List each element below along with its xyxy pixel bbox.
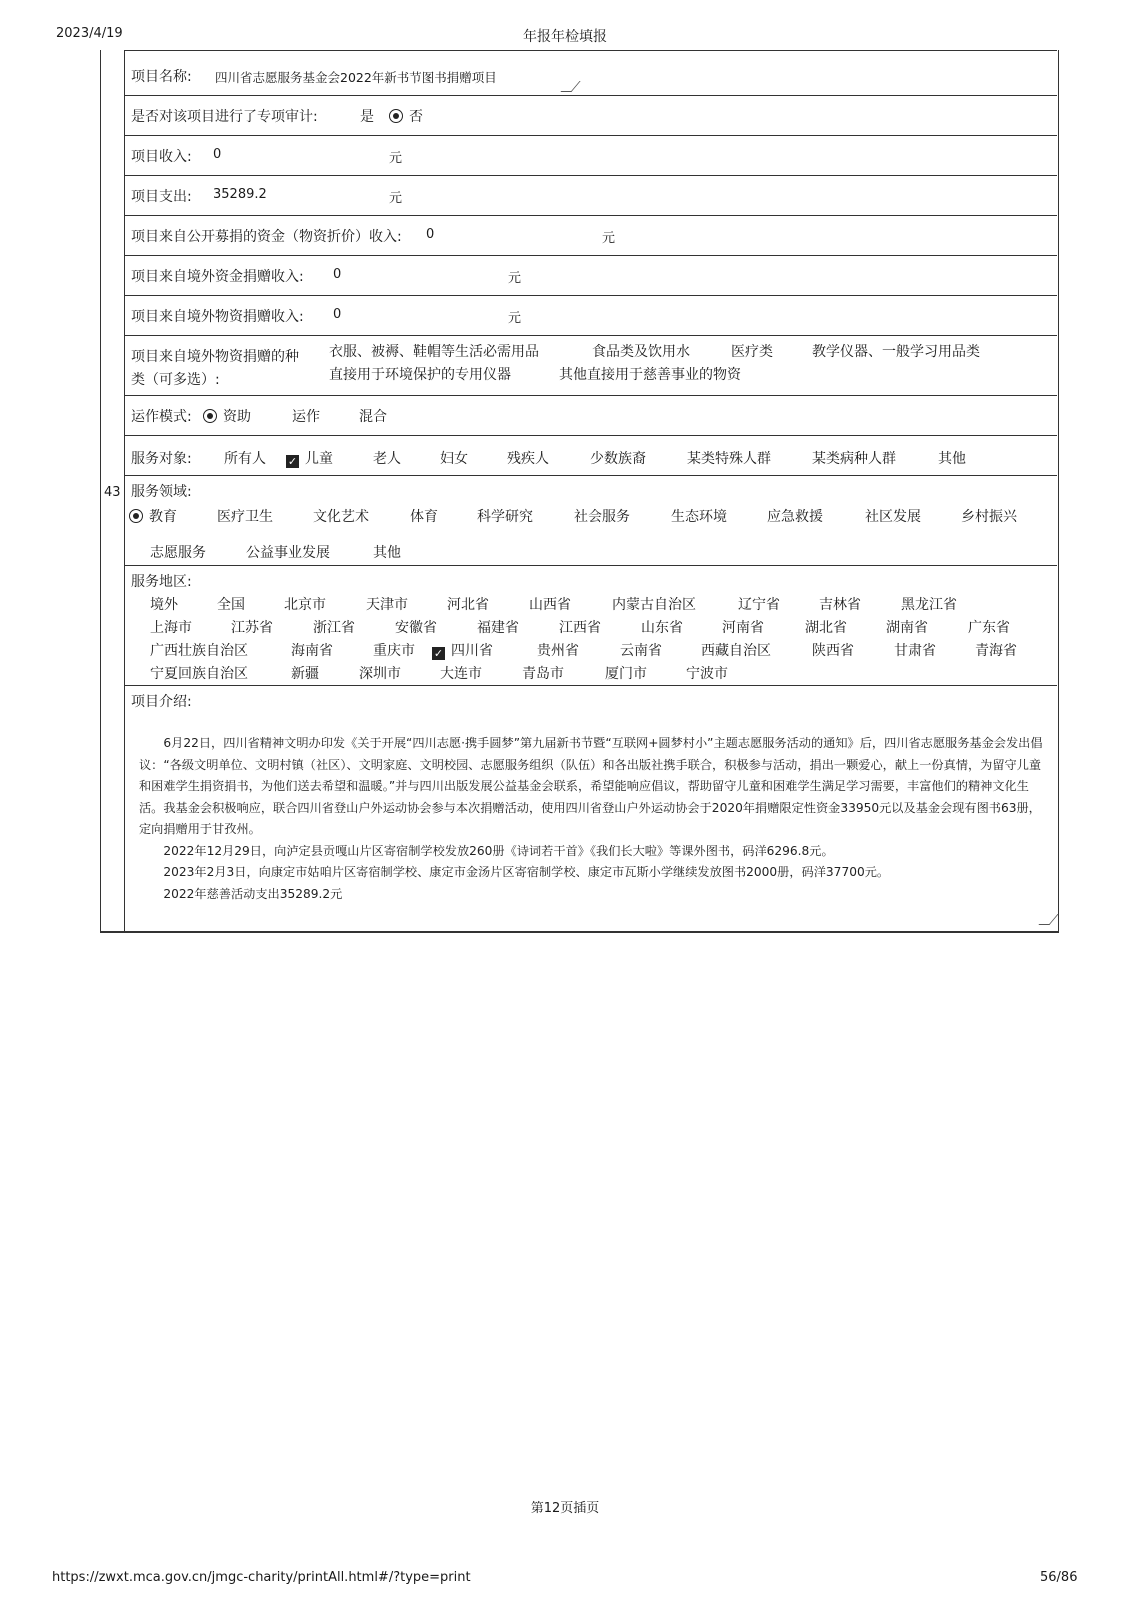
service-field-option[interactable]: 体育 (410, 509, 438, 525)
region-option[interactable]: 河北省 (447, 597, 489, 613)
intro-line: 2022年12月29日，向泸定县贡嘎山片区寄宿制学校发放260册《诗词若干首》《我们长大啦》等课外图书，码洋6296.8元。 (163, 843, 834, 858)
region-option[interactable]: 深圳市 (359, 666, 401, 682)
region-option[interactable]: 广西壮族自治区 (150, 643, 248, 659)
service-fields-row (125, 475, 1057, 566)
service-target-option[interactable]: 某类病种人群 (812, 451, 896, 467)
intro-paragraph: 6月22日，四川省精神文明办印发《关于开展“四川志愿·携手圆梦”第九届新书节暨“互联网+圆梦村小”主题志愿服务活动的通知》后，四川省志愿服务基金会发出倡议：“各级文明单位、文明村镇（社区）、文明家庭、文明校园、志愿服务组织（队伍）和各出版社携手联合，积极参与活动，捐出一颗爱心，献上一份真情，为留守儿童和困难学生捐资捐书，为他们送去希望和温暖。”并与四川出版发展公益基金会联系，希望能响应倡议，帮助留守儿童和困难学生满足学习需要，丰富他们的精神文化生活。我基金会积极响应，联合四川省登山户外运动协会参与本次捐赠活动，使用四川省登山户外运动协会于2020年捐赠限定性资金33950元以及基金会现有图书63册，定向捐赠用于甘孜州。 (139, 736, 1043, 836)
intro-label: 项目介绍: (131, 694, 192, 710)
foreign-goods-value[interactable]: 0 (333, 307, 342, 322)
region-option[interactable]: 江西省 (559, 620, 601, 636)
radio-selected-icon (389, 109, 403, 123)
service-field-option[interactable]: 公益事业发展 (246, 545, 330, 561)
region-option[interactable]: 重庆市 (373, 643, 415, 659)
region-option-sichuan[interactable]: ✓ 四川省 (433, 643, 493, 660)
service-target-option-children[interactable]: ✓ 儿童 (287, 451, 333, 468)
project-name-field[interactable]: 四川省志愿服务基金会2022年新书节图书捐赠项目 (215, 70, 497, 85)
region-option[interactable]: 湖北省 (805, 620, 847, 636)
income-value[interactable]: 0 (213, 147, 222, 162)
page-title: 年报年检填报 (523, 29, 607, 45)
region-option[interactable]: 西藏自治区 (701, 643, 771, 659)
service-target-option[interactable]: 少数族裔 (590, 451, 646, 467)
row-number: 43 (104, 485, 121, 500)
page-note: 第12页插页 (530, 1501, 600, 1516)
audit-label: 是否对该项目进行了专项审计: (131, 109, 318, 125)
region-option[interactable]: 云南省 (620, 643, 662, 659)
service-regions-label: 服务地区: (131, 574, 192, 590)
operation-mode-row (125, 395, 1057, 436)
foreign-funds-unit: 元 (508, 271, 522, 286)
region-option[interactable]: 山西省 (529, 597, 571, 613)
goods-type-option[interactable]: 直接用于环境保护的专用仪器 (329, 367, 511, 383)
service-target-option[interactable]: 妇女 (440, 451, 468, 467)
checkbox-checked-icon: ✓ (433, 647, 444, 660)
region-option[interactable]: 厦门市 (605, 666, 647, 682)
region-option[interactable]: 江苏省 (231, 620, 273, 636)
foreign-goods-row (125, 295, 1057, 336)
checkbox-checked-icon: ✓ (287, 455, 298, 468)
goods-type-option[interactable]: 其他直接用于慈善事业的物资 (559, 367, 741, 383)
region-option[interactable]: 黑龙江省 (901, 597, 957, 613)
intro-line: 2023年2月3日，向康定市姑咱片区寄宿制学校、康定市金汤片区寄宿制学校、康定市瓦斯小学继续发放图书2000册，码洋37700元。 (163, 865, 890, 879)
print-date: 2023/4/19 (56, 26, 123, 41)
region-option[interactable]: 宁波市 (686, 666, 728, 682)
project-name-row (125, 50, 1057, 96)
service-field-option[interactable]: 生态环境 (671, 509, 727, 525)
operation-mode-label: 运作模式: (131, 409, 192, 425)
region-option[interactable]: 新疆 (291, 666, 319, 682)
public-funds-unit: 元 (602, 231, 616, 246)
region-option[interactable]: 贵州省 (537, 643, 579, 659)
region-option[interactable]: 北京市 (284, 597, 326, 613)
goods-types-row (125, 335, 1057, 396)
service-field-option[interactable]: 应急救援 (767, 509, 823, 525)
expense-value[interactable]: 35289.2 (213, 187, 267, 202)
service-target-option[interactable]: 其他 (938, 451, 966, 467)
region-option[interactable]: 山东省 (641, 620, 683, 636)
income-row (125, 135, 1057, 176)
audit-no-option[interactable]: 否 (389, 106, 423, 126)
public-funds-value[interactable]: 0 (426, 227, 435, 242)
foreign-funds-label: 项目来自境外资金捐赠收入: (131, 269, 304, 285)
income-unit: 元 (389, 151, 403, 166)
region-option[interactable]: 宁夏回族自治区 (150, 666, 248, 682)
service-field-option[interactable]: 科学研究 (477, 509, 533, 525)
service-field-option[interactable]: 社会服务 (574, 509, 630, 525)
region-option[interactable]: 安徽省 (395, 620, 437, 636)
service-targets-label: 服务对象: (131, 451, 192, 467)
intro-line: 2022年慈善活动支出35289.2元 (163, 886, 343, 901)
region-option[interactable]: 吉林省 (819, 597, 861, 613)
project-name-label: 项目名称: (131, 69, 192, 85)
region-option[interactable]: 内蒙古自治区 (612, 597, 696, 613)
service-field-option[interactable]: 社区发展 (865, 509, 921, 525)
page-counter: 56/86 (1040, 1570, 1078, 1585)
goods-type-option[interactable]: 食品类及饮用水 (592, 344, 690, 360)
service-target-option[interactable]: 残疾人 (507, 451, 549, 467)
audit-row (125, 95, 1057, 136)
region-option[interactable]: 河南省 (722, 620, 764, 636)
radio-selected-icon (203, 409, 217, 423)
foreign-funds-value[interactable]: 0 (333, 267, 342, 282)
service-field-option[interactable]: 乡村振兴 (961, 509, 1017, 525)
goods-types-label-line2: 类（可多选）: (131, 372, 220, 388)
expense-row (125, 175, 1057, 216)
foreign-funds-row (125, 255, 1057, 296)
intro-textarea[interactable] (139, 733, 1044, 905)
region-option[interactable]: 青海省 (975, 643, 1017, 659)
expense-label: 项目支出: (131, 189, 192, 205)
expense-unit: 元 (389, 191, 403, 206)
region-option[interactable]: 青岛市 (522, 666, 564, 682)
region-option[interactable]: 境外 (150, 597, 178, 613)
audit-yes-option[interactable]: 是 (360, 109, 374, 125)
service-target-option[interactable]: 老人 (373, 451, 401, 467)
service-target-option[interactable]: 某类特殊人群 (687, 451, 771, 467)
region-option[interactable]: 辽宁省 (738, 597, 780, 613)
region-option[interactable]: 大连市 (440, 666, 482, 682)
operation-mode-option-funding[interactable]: 资助 (203, 406, 251, 426)
goods-type-option[interactable]: 医疗类 (731, 344, 773, 360)
foreign-goods-unit: 元 (508, 311, 522, 326)
service-field-option-education[interactable]: 教育 (129, 506, 177, 526)
region-option[interactable]: 福建省 (477, 620, 519, 636)
service-fields-label: 服务领域: (131, 484, 192, 500)
goods-types-label-line1: 项目来自境外物资捐赠的种 (131, 349, 299, 365)
goods-type-option[interactable]: 教学仪器、一般学习用品类 (812, 344, 980, 360)
region-option[interactable]: 湖南省 (886, 620, 928, 636)
radio-selected-icon (129, 509, 143, 523)
income-label: 项目收入: (131, 149, 192, 165)
service-targets-row (125, 435, 1057, 476)
public-funds-row (125, 215, 1057, 256)
service-field-option[interactable]: 志愿服务 (150, 545, 206, 561)
operation-mode-option-mixed[interactable]: 混合 (359, 409, 387, 425)
service-field-option[interactable]: 医疗卫生 (217, 509, 273, 525)
page-url: https://zwxt.mca.gov.cn/jmgc-charity/printAll.html#/?type=print (52, 1570, 471, 1585)
goods-type-option[interactable]: 衣服、被褥、鞋帽等生活必需用品 (329, 344, 539, 360)
public-funds-label: 项目来自公开募捐的资金（物资折价）收入: (131, 229, 402, 245)
service-field-option[interactable]: 文化艺术 (313, 509, 369, 525)
region-option[interactable]: 甘肃省 (894, 643, 936, 659)
service-regions-row (125, 565, 1057, 686)
operation-mode-option-operating[interactable]: 运作 (292, 409, 320, 425)
resize-handle-icon[interactable] (560, 81, 580, 92)
region-option[interactable]: 天津市 (366, 597, 408, 613)
region-option[interactable]: 广东省 (968, 620, 1010, 636)
service-field-option[interactable]: 其他 (373, 545, 401, 561)
region-option[interactable]: 海南省 (291, 643, 333, 659)
region-option[interactable]: 全国 (217, 597, 245, 613)
region-option[interactable]: 浙江省 (313, 620, 355, 636)
service-target-option[interactable]: 所有人 (224, 451, 266, 467)
region-option[interactable]: 陕西省 (812, 643, 854, 659)
resize-handle-icon[interactable] (1038, 914, 1058, 925)
region-option[interactable]: 上海市 (150, 620, 192, 636)
foreign-goods-label: 项目来自境外物资捐赠收入: (131, 309, 304, 325)
